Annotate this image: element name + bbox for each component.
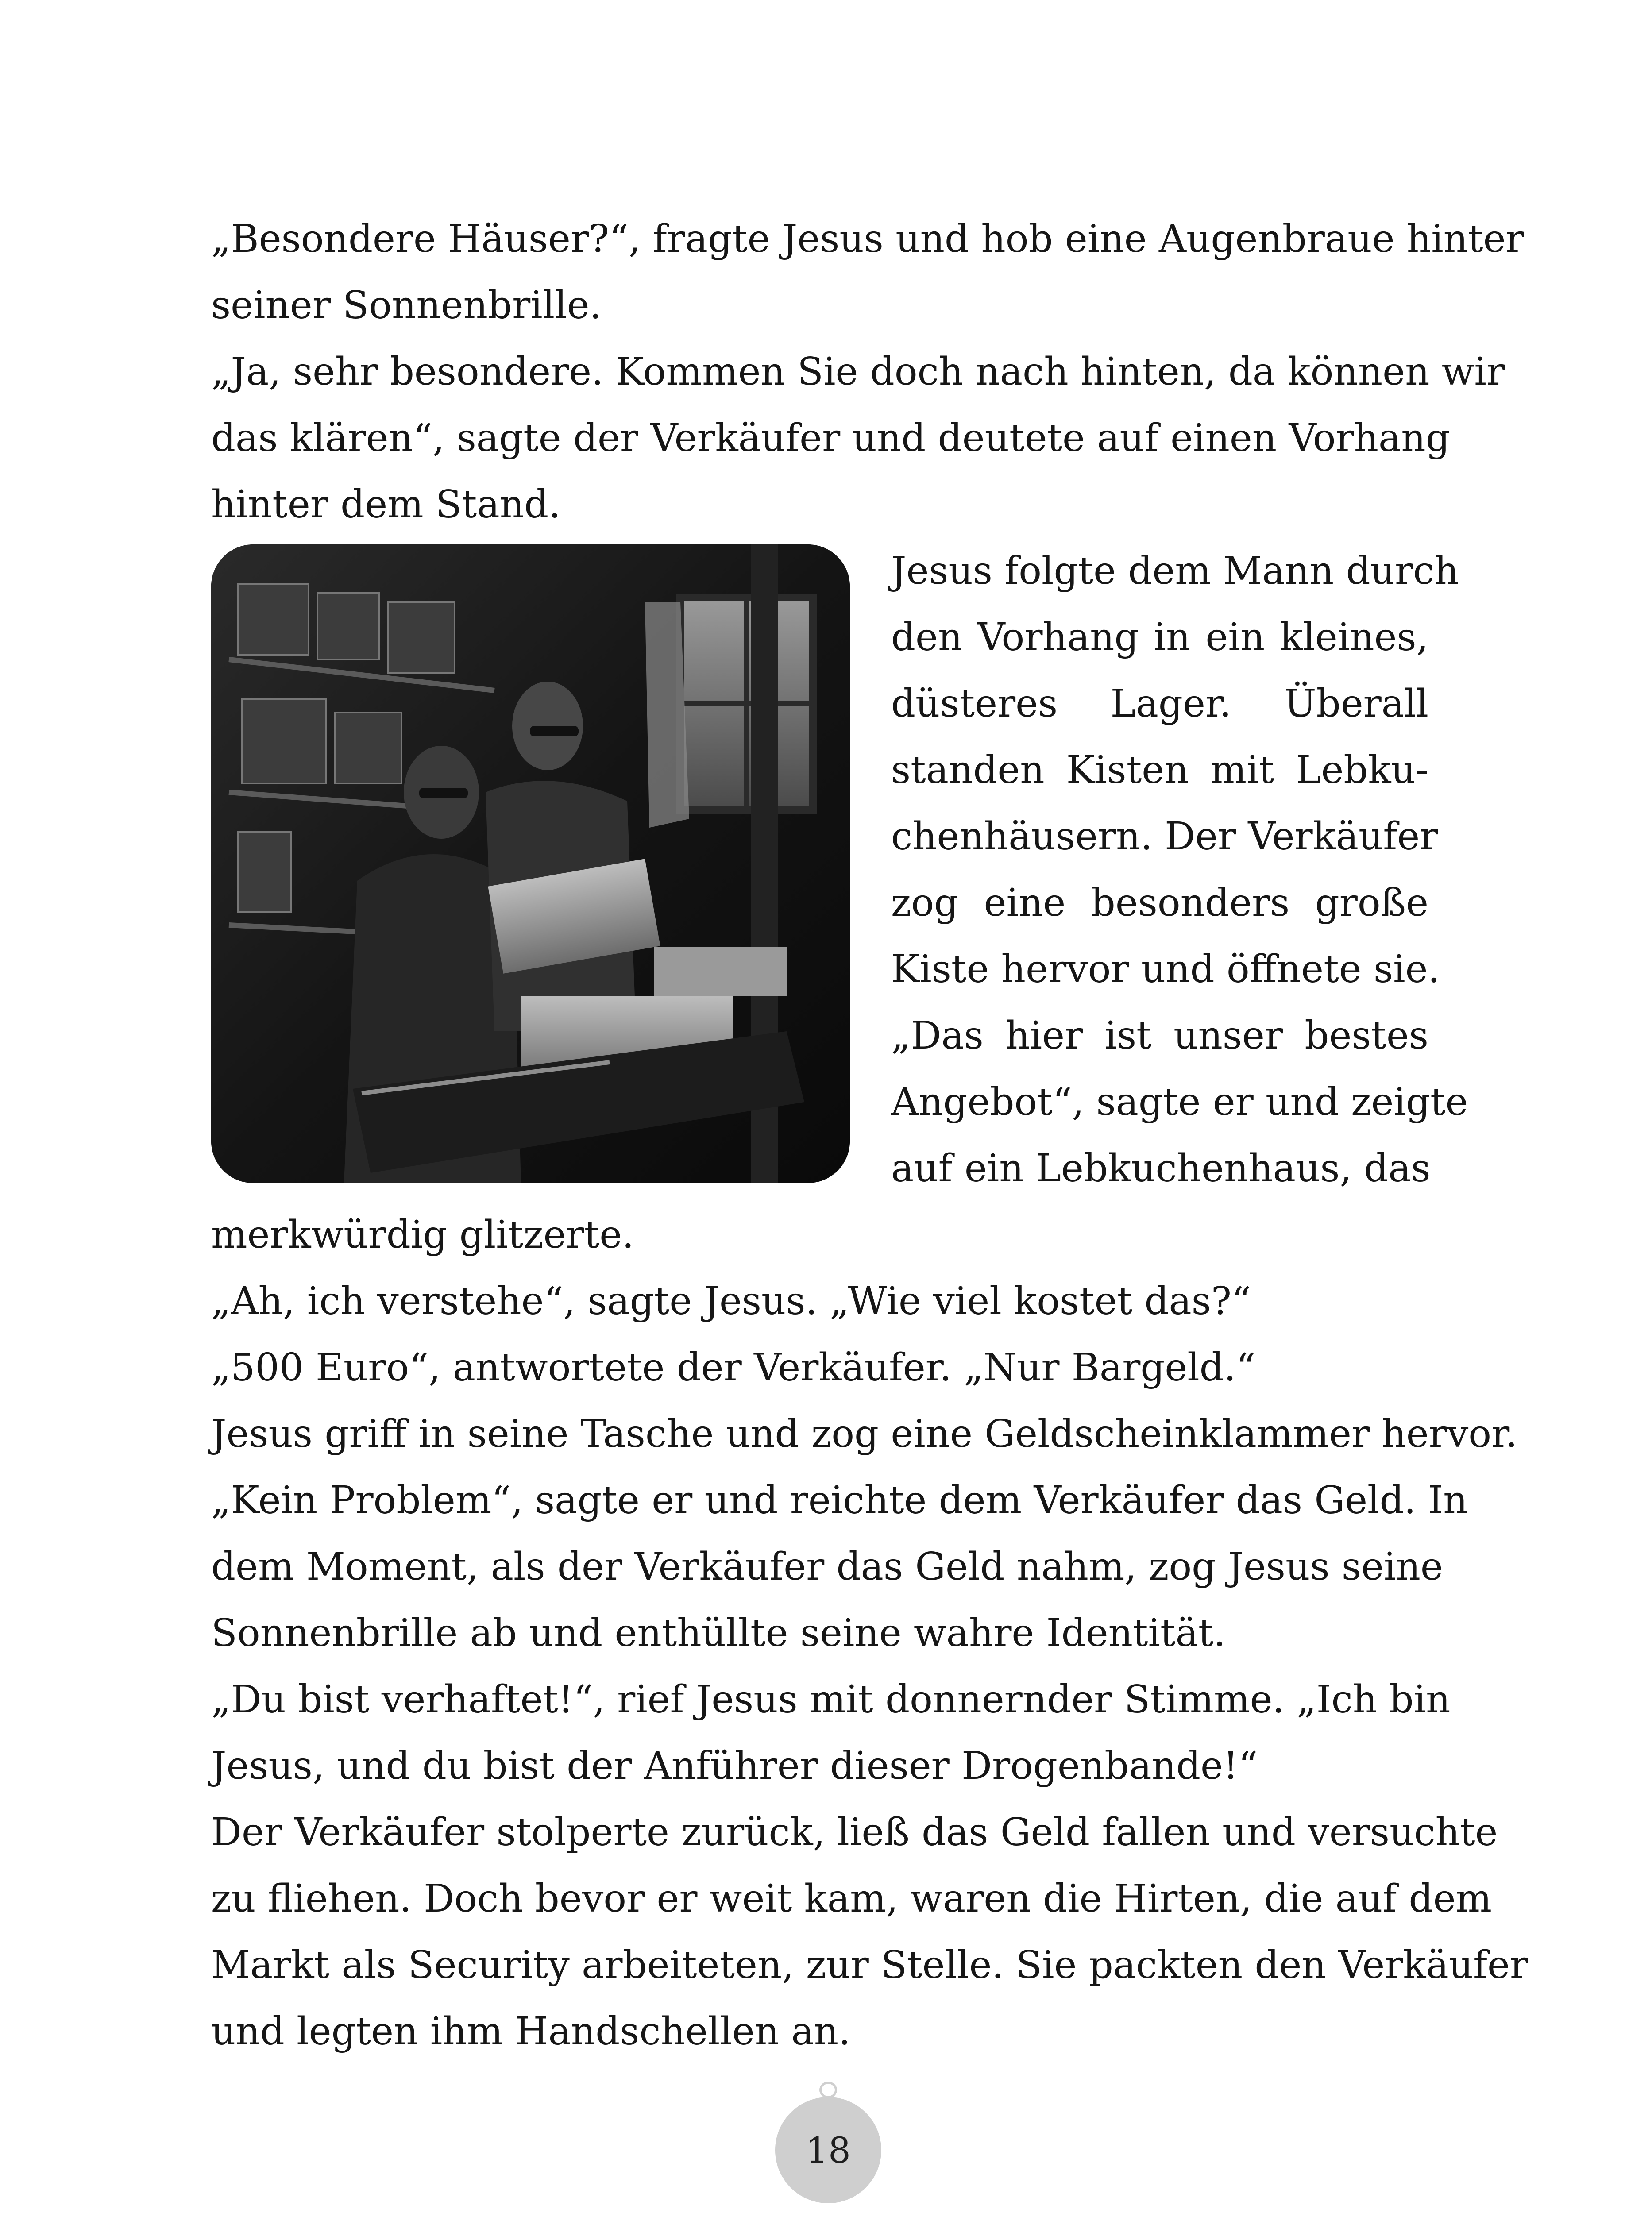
text-line: seiner Sonnenbrille. bbox=[211, 283, 602, 328]
text-line: „Besondere Häuser?“, fragte Jesus und hob eine Augenbraue hinter bbox=[211, 217, 1524, 261]
text-line: „Das hier ist unser bestes bbox=[891, 1014, 1428, 1058]
text-line: auf ein Lebkuchenhaus, das bbox=[891, 1146, 1431, 1191]
paragraph-top bbox=[211, 206, 1524, 538]
text-line: düsteres Lager. Überall bbox=[891, 682, 1428, 726]
text-line: Jesus folgte dem Mann durch bbox=[891, 549, 1459, 593]
text-line: „Du bist verhaftet!“, rief Jesus mit donnernder Stimme. „Ich bin bbox=[211, 1677, 1451, 1722]
text-line: „Ah, ich verstehe“, sagte Jesus. „Wie viel kostet das?“ bbox=[211, 1279, 1251, 1323]
paragraph-bottom bbox=[211, 1202, 1528, 2065]
text-line: Angebot“, sagte er und zeigte bbox=[891, 1080, 1468, 1124]
storeroom-illustration bbox=[211, 544, 850, 1183]
text-line: „Ja, sehr besondere. Kommen Sie doch nach hinten, da können wir bbox=[211, 350, 1505, 394]
text-line: Sonnenbrille ab und enthüllte seine wahre Identität. bbox=[211, 1611, 1226, 1655]
text-line: „Kein Problem“, sagte er und reichte dem Verkäufer das Geld. In bbox=[211, 1478, 1468, 1523]
text-line: „500 Euro“, antwortete der Verkäufer. „Nur Bargeld.“ bbox=[211, 1346, 1256, 1390]
text-line: standen Kisten mit Lebku- bbox=[891, 748, 1428, 792]
text-line: Jesus griff in seine Tasche und zog eine Geldscheinklammer hervor. bbox=[211, 1412, 1518, 1456]
text-line: und legten ihm Handschellen an. bbox=[211, 2009, 851, 2054]
text-line: Markt als Security arbeiteten, zur Stelle. Sie packten den Verkäufer bbox=[211, 1943, 1528, 1987]
text-line: zu fliehen. Doch bevor er weit kam, waren die Hirten, die auf dem bbox=[211, 1877, 1492, 1921]
text-line: zog eine besonders große bbox=[891, 881, 1428, 925]
text-line: Kiste hervor und öffnete sie. bbox=[891, 947, 1440, 991]
ornament-cap-icon bbox=[819, 2082, 837, 2098]
text-line: Jesus, und du bist der Anführer dieser Drogenbande!“ bbox=[211, 1744, 1258, 1788]
text-line: Der Verkäufer stolperte zurück, ließ das Geld fallen und versuchte bbox=[211, 1810, 1498, 1854]
text-line: chenhäusern. Der Verkäufer bbox=[891, 814, 1438, 859]
text-line: dem Moment, als der Verkäufer das Geld nahm, zog Jesus seine bbox=[211, 1545, 1443, 1589]
text-line: den Vorhang in ein kleines, bbox=[891, 615, 1428, 659]
paragraph-beside-image bbox=[891, 538, 1468, 1202]
text-line: hinter dem Stand. bbox=[211, 482, 561, 527]
text-line: merkwürdig glitzerte. bbox=[211, 1213, 634, 1257]
text-line: das klären“, sagte der Verkäufer und deutete auf einen Vorhang bbox=[211, 416, 1450, 460]
page-number-badge bbox=[775, 2097, 881, 2203]
page-number: 18 bbox=[806, 2129, 851, 2171]
